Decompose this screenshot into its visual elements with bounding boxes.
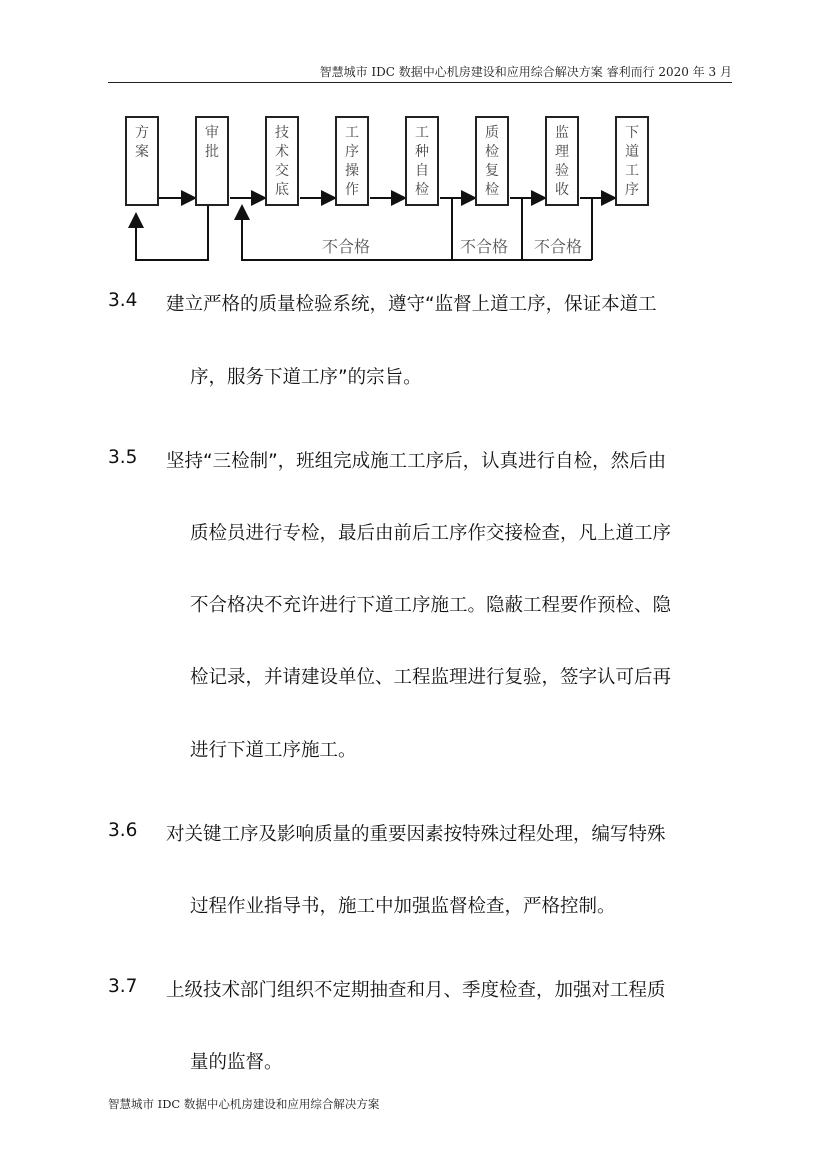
item-line: 建立严格的质量检验系统，遵守“监督上道工序，保证本道工 [166, 294, 657, 315]
flow-box-quality-recheck [475, 116, 509, 206]
flow-box-label: 技术交底 [275, 125, 289, 198]
flow-box-next-process [615, 116, 649, 206]
flow-box-label: 质检复检 [485, 125, 499, 198]
item-line: 过程作业指导书，施工中加强监督检查，严格控制。 [190, 896, 616, 917]
flow-box-briefing [265, 116, 299, 206]
quality-flow-diagram [120, 110, 720, 270]
item-number: 3.6 [108, 820, 138, 841]
flow-box-scheme [125, 116, 163, 206]
item-number: 3.5 [108, 447, 138, 468]
item-line: 进行下道工序施工。 [190, 740, 357, 761]
flow-box-label: 审批 [205, 125, 219, 160]
page-footer: 智慧城市 IDC 数据中心机房建设和应用综合解决方案 [108, 1097, 380, 1111]
item-number: 3.7 [108, 976, 138, 997]
flow-box-label: 下道工序 [625, 125, 639, 198]
flow-box-operation [335, 116, 369, 206]
flow-box-self-check [405, 116, 439, 206]
flow-box-supervision [545, 116, 579, 206]
item-line: 不合格决不充许进行下道工序施工。隐蔽工程要作预检、隐 [190, 595, 672, 616]
item-line: 上级技术部门组织不定期抽查和月、季度检查，加强对工程质 [166, 980, 666, 1001]
flow-box-label: 工种自检 [415, 125, 429, 198]
item-line: 质检员进行专检，最后由前后工序作交接检查，凡上道工序 [190, 523, 672, 544]
reject-label: 不合格 [460, 237, 509, 256]
page-header: 智慧城市 IDC 数据中心机房建设和应用综合解决方案 睿利而行 2020 年 3 月 [108, 62, 732, 83]
item-line: 对关键工序及影响质量的重要因素按特殊过程处理，编写特殊 [166, 824, 666, 845]
item-line: 坚持“三检制”，班组完成施工工序后，认真进行自检，然后由 [166, 451, 667, 472]
item-line: 量的监督。 [190, 1052, 283, 1073]
flow-box-label: 监理验收 [555, 125, 569, 198]
flow-box-label: 方 案 [135, 125, 163, 160]
flow-box-approval [195, 116, 229, 206]
item-number: 3.4 [108, 290, 138, 311]
reject-label: 不合格 [322, 237, 371, 256]
item-line: 检记录，并请建设单位、工程监理进行复验，签字认可后再 [190, 667, 672, 688]
item-line: 序，服务下道工序”的宗旨。 [190, 367, 422, 388]
flow-box-label: 工序操作 [345, 125, 359, 198]
reject-label: 不合格 [534, 237, 583, 256]
